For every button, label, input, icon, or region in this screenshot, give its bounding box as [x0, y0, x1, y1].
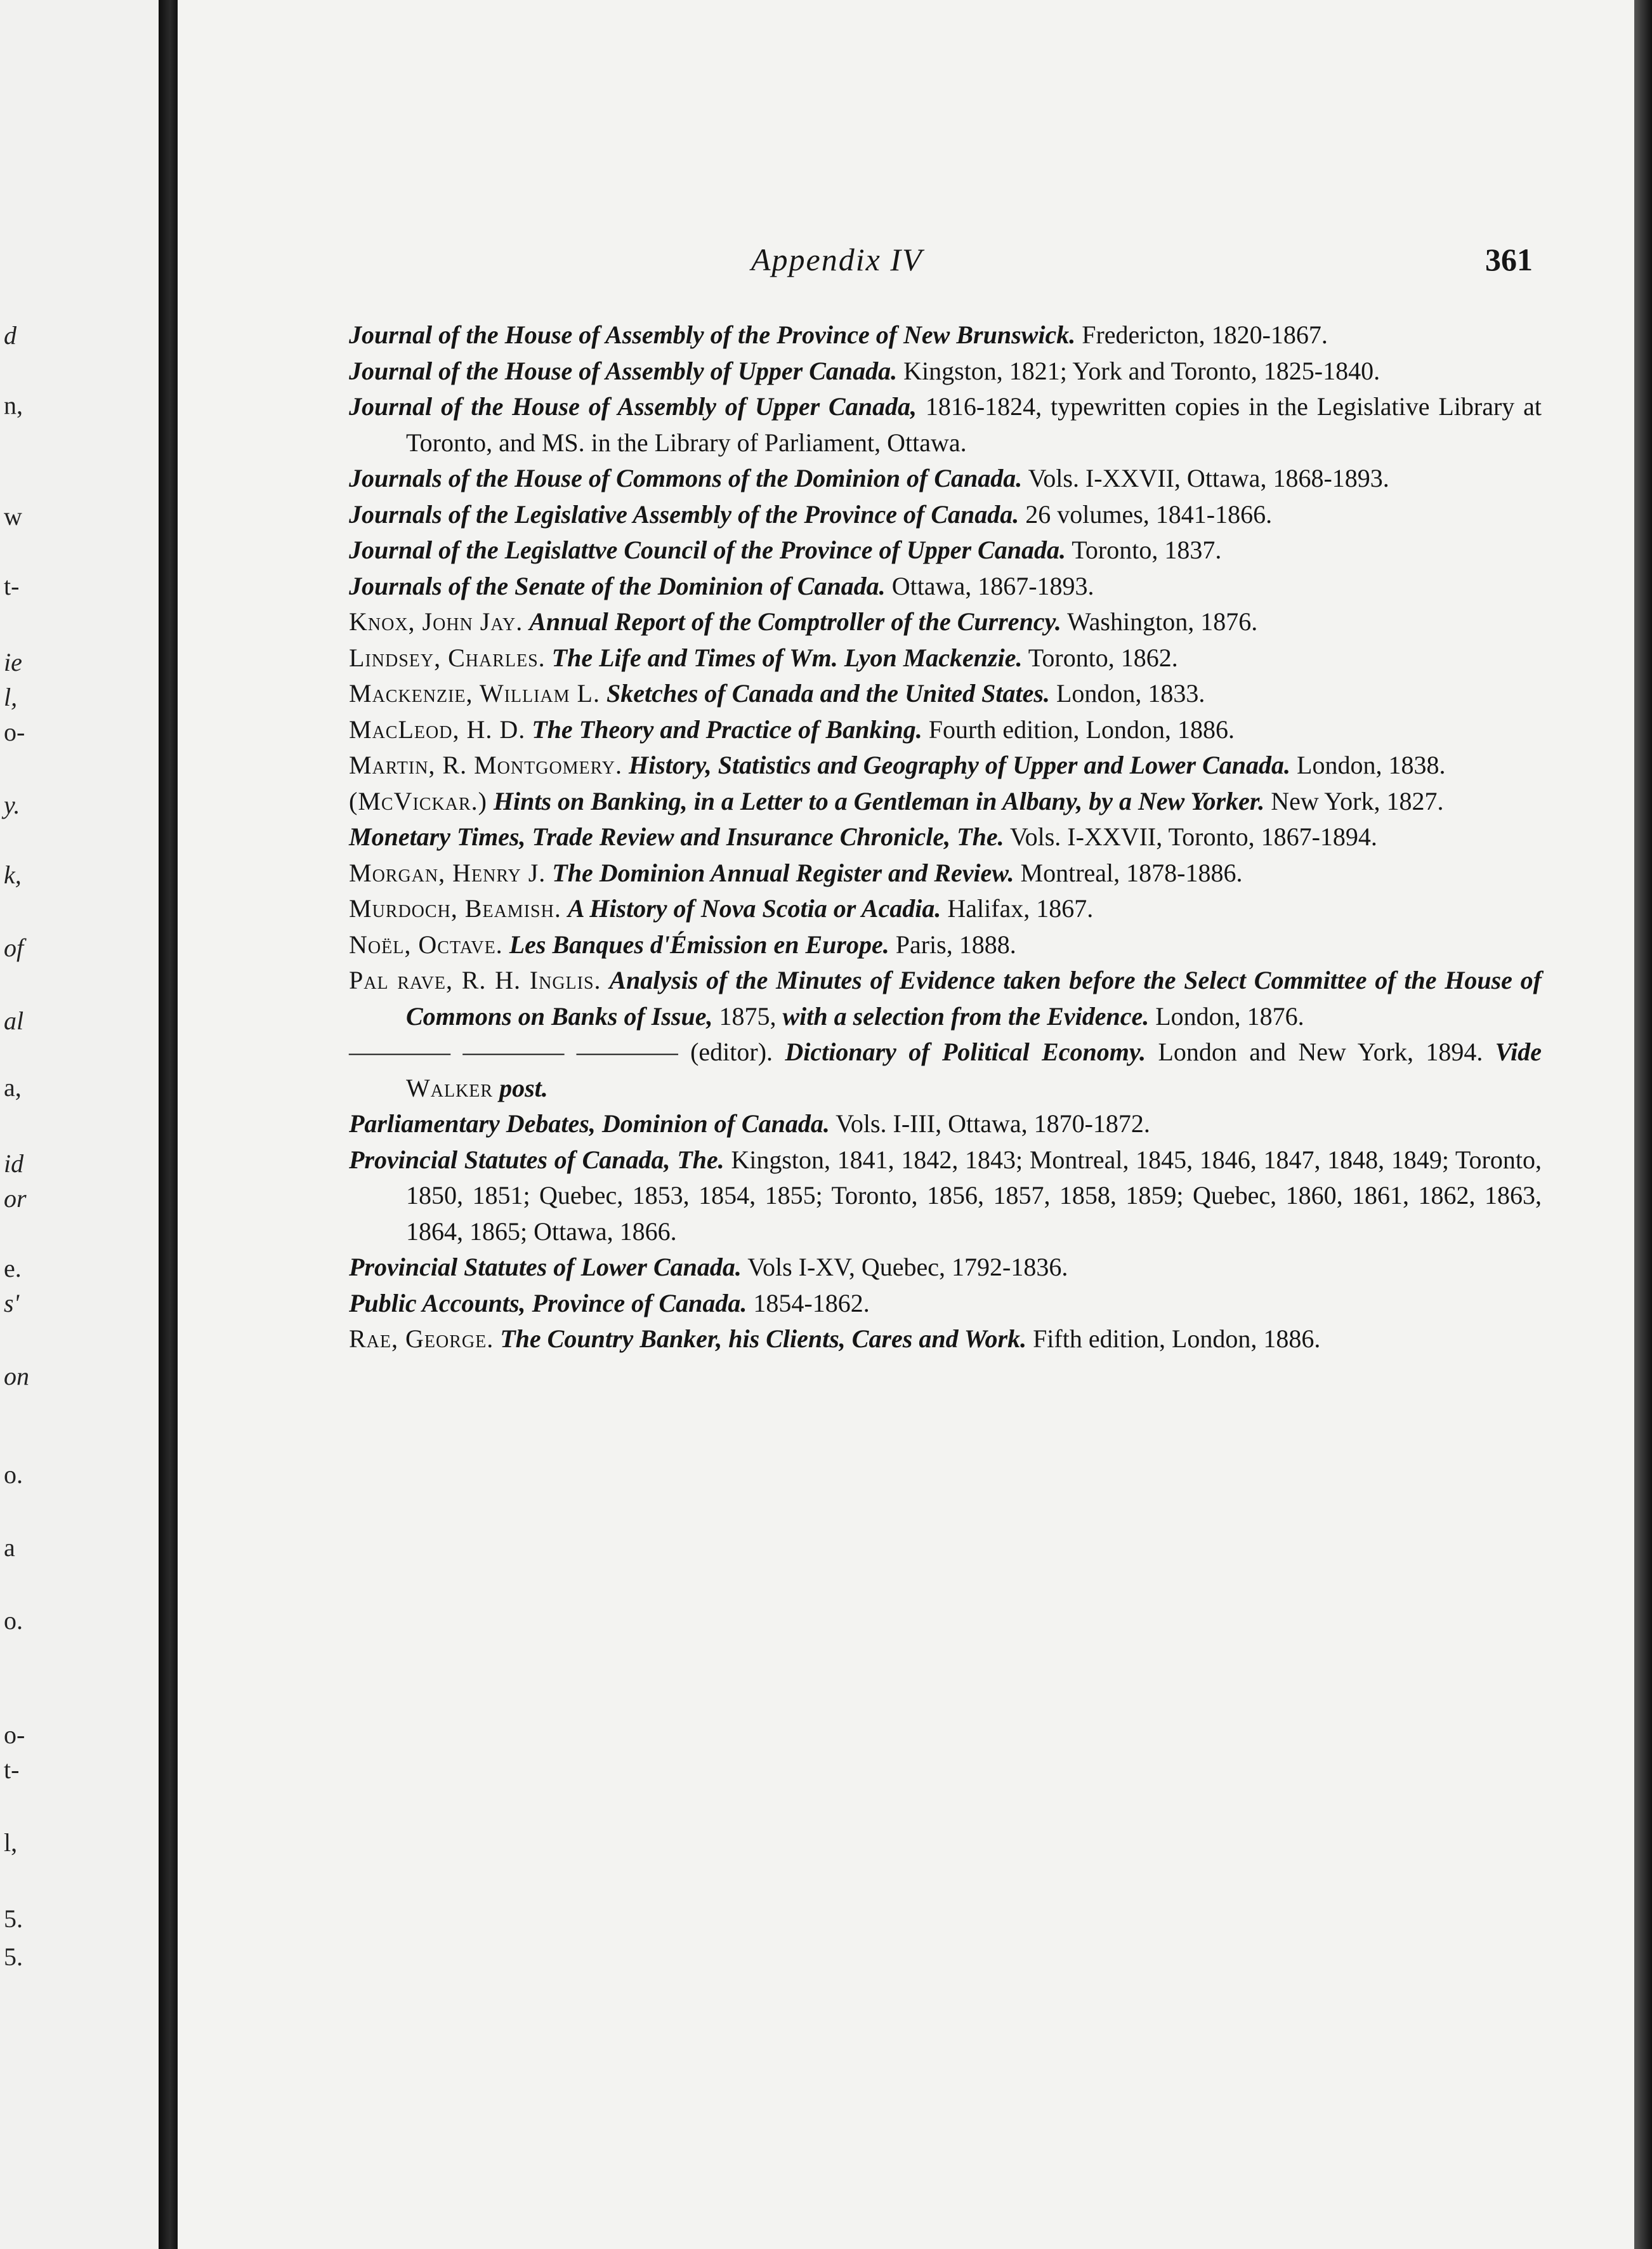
bibliography-entry: [349, 784, 1542, 820]
facing-page-edge: [0, 0, 159, 2249]
facing-page-fragment: a,: [4, 1073, 22, 1102]
bibliography-entry: [349, 1142, 1542, 1250]
bibliography-entry: [349, 963, 1542, 1034]
entry-publication: Montreal, 1878-1886.: [1020, 858, 1243, 887]
bibliography-entry: [349, 497, 1542, 533]
bibliography-entry: [349, 317, 1542, 353]
facing-page-fragment: k,: [4, 861, 22, 889]
entry-title: Journals of the House of Commons of the Dominion of Canada.: [349, 464, 1023, 492]
entry-publication: Fourth edition, London, 1886.: [928, 715, 1235, 744]
facing-page-fragment: y.: [4, 791, 20, 819]
entry-title: Analysis of the Minutes of Evidence taken before the Select Committee of the House of Commons on Banks of Issue,: [406, 966, 1542, 1031]
entry-author: Lindsey, Charles.: [349, 643, 546, 672]
entry-title: Provincial Statutes of Lower Canada.: [349, 1253, 742, 1281]
ditto-dash: ———— ———— ————: [349, 1038, 678, 1066]
bibliography-entry: [349, 640, 1542, 676]
entry-title: A History of Nova Scotia or Acadia.: [567, 894, 941, 923]
entry-title: The Theory and Practice of Banking.: [532, 715, 922, 744]
bibliography-entry: [349, 1034, 1542, 1106]
page-number: 361: [1485, 242, 1533, 277]
entry-title: Hints on Banking, in a Letter to a Gentleman in Albany, by a New Yorker.: [493, 786, 1265, 815]
entry-title: Journal of the House of Assembly of the Province of New Brunswick.: [349, 320, 1076, 349]
entry-title: Journals of the Senate of the Dominion of Canada.: [349, 571, 886, 600]
cross-reference-post: post.: [499, 1073, 548, 1102]
entry-publication: 1875,: [719, 1001, 777, 1031]
entry-publication: London, 1838.: [1297, 751, 1446, 779]
entry-author: Rae, George.: [349, 1324, 494, 1353]
facing-page-fragment: 5.: [4, 1942, 23, 1971]
facing-page-fragment: l,: [4, 1828, 18, 1857]
facing-page-fragment: al: [4, 1006, 24, 1035]
bibliography-entry: [349, 353, 1542, 390]
entry-author: Murdoch, Beamish.: [349, 894, 561, 923]
entry-title: Provincial Statutes of Canada, The.: [349, 1145, 724, 1174]
bibliography-list: [349, 317, 1542, 1357]
entry-publication: Paris, 1888.: [895, 930, 1016, 959]
entry-title: Public Accounts, Province of Canada.: [349, 1288, 747, 1317]
entry-title: Journal of the Legislattve Council of the Province of Upper Canada.: [349, 536, 1066, 564]
entry-author: Martin, R. Montgomery.: [349, 751, 623, 779]
page-right-edge: [1634, 0, 1652, 2249]
entry-title: The Dominion Annual Register and Review.: [552, 858, 1014, 887]
page-header: [178, 241, 1634, 292]
entry-author: MacLeod, H. D.: [349, 715, 526, 744]
entry-publication: London, 1876.: [1155, 1001, 1304, 1031]
entry-title: Journal of the House of Assembly of Upper Canada.: [349, 356, 898, 385]
bibliography-entry: [349, 819, 1542, 855]
entry-publication: Washington, 1876.: [1067, 607, 1258, 636]
entry-author: Morgan, Henry J.: [349, 858, 546, 887]
facing-page-fragment: l,: [4, 683, 18, 711]
entry-publication: Vols. I-XXVII, Ottawa, 1868-1893.: [1028, 464, 1389, 492]
entry-title: Journal of the House of Assembly of Upper Canada,: [349, 392, 917, 421]
facing-page-fragment: of: [4, 933, 24, 962]
entry-publication: 1854-1862.: [753, 1288, 870, 1317]
entry-publication: Vols. I-XXVII, Toronto, 1867-1894.: [1009, 822, 1377, 851]
bibliography-entry: [349, 855, 1542, 892]
facing-page-fragment: d: [4, 321, 16, 350]
facing-page-fragment: ie: [4, 648, 22, 676]
running-title: Appendix IV: [751, 242, 923, 277]
bibliography-entry: [349, 1321, 1542, 1357]
entry-publication: Toronto, 1862.: [1028, 643, 1178, 672]
entry-author: Pal rave, R. H. Inglis.: [349, 966, 601, 994]
facing-page-fragment: 5.: [4, 1904, 23, 1933]
entry-publication: Kingston, 1821; York and Toronto, 1825-1840.: [903, 356, 1380, 385]
entry-title: The Life and Times of Wm. Lyon Mackenzie.: [551, 643, 1023, 672]
bibliography-entry: [349, 1106, 1542, 1142]
facing-page-fragment: s': [4, 1289, 20, 1317]
entry-publication: Fifth edition, London, 1886.: [1033, 1324, 1321, 1353]
entry-publication: Halifax, 1867.: [947, 894, 1094, 923]
entry-title: Annual Report of the Comptroller of the Currency.: [529, 607, 1061, 636]
cross-reference-name: Walker: [406, 1073, 494, 1102]
entry-publication: London and New York, 1894.: [1158, 1038, 1483, 1066]
entry-publication: Vols. I-III, Ottawa, 1870-1872.: [836, 1109, 1150, 1138]
facing-page-fragment: w: [4, 502, 22, 531]
entry-author: Noël, Octave.: [349, 930, 503, 959]
entry-publication: Fredericton, 1820-1867.: [1082, 320, 1328, 349]
entry-publication: 1816-1824, typewritten copies in the Legislative Library at Toronto, and MS. in the Library of Parliament, Ottawa.: [406, 392, 1542, 457]
facing-page-fragment: id: [4, 1149, 24, 1178]
entry-publication: Toronto, 1837.: [1072, 536, 1222, 564]
bibliography-entry: [349, 891, 1542, 927]
facing-page-fragment: or: [4, 1184, 27, 1213]
facing-page-fragment: o.: [4, 1460, 23, 1489]
bibliography-entry: [349, 927, 1542, 963]
bibliography-entry: [349, 676, 1542, 712]
entry-title: Dictionary of Political Economy.: [785, 1038, 1146, 1066]
facing-page-fragment: o.: [4, 1606, 23, 1635]
cross-reference: Vide: [1495, 1038, 1542, 1066]
bibliography-entry: [349, 389, 1542, 461]
entry-title: Les Banques d'Émission en Europe.: [509, 930, 889, 959]
entry-title: Sketches of Canada and the United States.: [606, 679, 1050, 708]
facing-page-fragment: on: [4, 1362, 29, 1390]
book-page: [178, 0, 1634, 2249]
entry-title: History, Statistics and Geography of Upper and Lower Canada.: [629, 751, 1291, 779]
facing-page-fragment: a: [4, 1533, 15, 1562]
bibliography-entry: [349, 1250, 1542, 1286]
entry-author: (McVickar.): [349, 786, 487, 815]
entry-publication: London, 1833.: [1056, 679, 1205, 708]
facing-page-fragment: n,: [4, 391, 23, 419]
entry-publication: 26 volumes, 1841-1866.: [1025, 499, 1273, 529]
facing-page-fragment: t-: [4, 1755, 20, 1784]
bibliography-entry: [349, 1286, 1542, 1322]
facing-page-fragment: o-: [4, 1720, 25, 1749]
entry-title: The Country Banker, his Clients, Cares and Work.: [500, 1324, 1027, 1353]
bibliography-entry: [349, 532, 1542, 569]
entry-title: Monetary Times, Trade Review and Insurance Chronicle, The.: [349, 822, 1004, 851]
entry-author: Knox, John Jay.: [349, 607, 523, 636]
facing-page-fragment: e.: [4, 1254, 22, 1283]
bibliography-entry: [349, 712, 1542, 748]
bibliography-entry: [349, 748, 1542, 784]
bibliography-entry: [349, 461, 1542, 497]
entry-author: Mackenzie, William L.: [349, 679, 600, 708]
facing-page-fragment: o-: [4, 718, 25, 746]
entry-publication: Ottawa, 1867-1893.: [891, 571, 1094, 600]
bibliography-entry: [349, 604, 1542, 640]
entry-title-continuation: with a selection from the Evidence.: [782, 1001, 1150, 1031]
entry-editor-note: (editor).: [690, 1038, 773, 1066]
facing-page-fragment: t-: [4, 572, 20, 600]
entry-title: Parliamentary Debates, Dominion of Canada.: [349, 1109, 830, 1138]
entry-publication: Vols I-XV, Quebec, 1792-1836.: [747, 1253, 1068, 1281]
entry-publication: New York, 1827.: [1271, 786, 1444, 815]
entry-title: Journals of the Legislative Assembly of the Province of Canada.: [349, 499, 1019, 529]
bibliography-entry: [349, 569, 1542, 605]
entry-publication: Kingston, 1841, 1842, 1843; Montreal, 1845, 1846, 1847, 1848, 1849; Toronto, 1850, 1851; Quebec, 1853, 1854, 1855; Toronto, 1856, 1857, 1858, 1859; Quebec, 1860, 1861, 1862, 1863, 1864, 1865; Ottawa, 1866.: [406, 1145, 1542, 1246]
book-gutter: [159, 0, 178, 2249]
